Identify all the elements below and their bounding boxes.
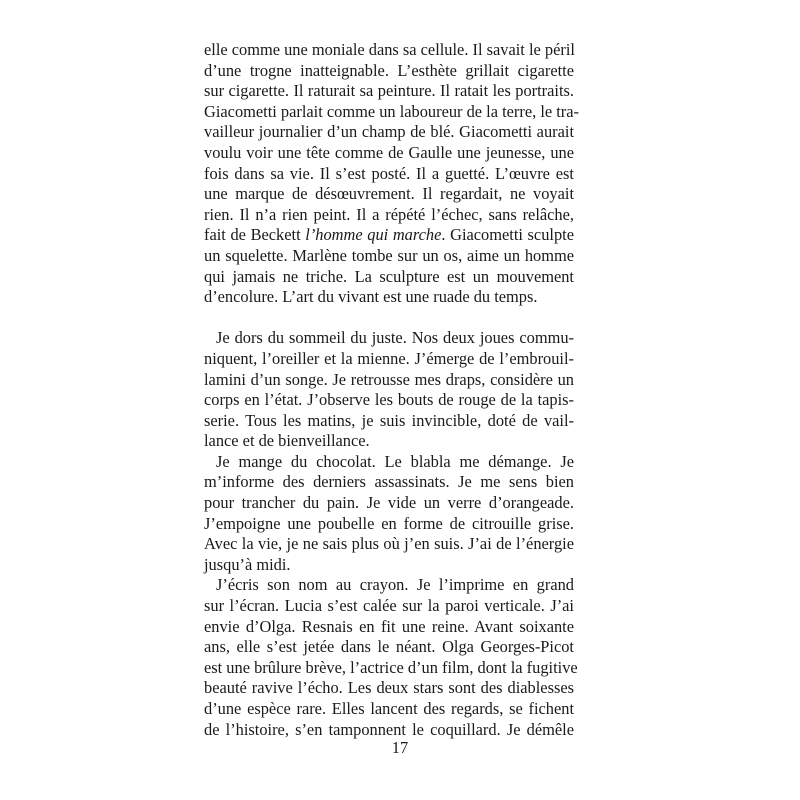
text-line: jusqu’à midi. [204,554,291,574]
text-line: niquent, l’oreiller et la mienne. J’émerge de l’embrouil- [204,348,574,368]
text-line: Je mange du chocolat. Le blabla me démange. Je [216,451,574,471]
text-line: fois dans sa vie. Il s’est posté. Il a guetté. L’œuvre est [204,163,574,183]
paragraph-4 [204,575,578,740]
text-line: est une brûlure brève, l’actrice d’un film, dont la fugitive [204,657,578,677]
paragraph-2 [204,328,574,452]
body-text [204,40,579,740]
text-line: ans, elle s’est jetée dans le néant. Olga Georges-Picot [204,637,574,657]
text-line: d’une espèce rare. Elles lancent des regards, se fichent [204,699,574,718]
text-line: lamini d’un songe. Je retrousse mes draps, considère un [204,369,574,389]
text-line: pour trancher du pain. Je vide un verre d’orangeade. [204,493,574,513]
text-line: un squelette. Marlène tombe sur un os, aime un homme [204,245,574,265]
section-break [204,308,574,329]
text-line: serie. Tous les matins, je suis invincible, doté de vail- [204,410,574,430]
text-line: rien. Il n’a rien peint. Il a répété l’échec, sans relâche, [204,204,574,224]
text-line: Avec la vie, je ne sais plus où j’en suis. J’ai de l’énergie [204,534,574,554]
text-line: d’encolure. L’art du vivant est une ruade du temps. [204,287,538,307]
page-number: 17 [391,738,409,757]
paragraph-3 [204,452,574,576]
text-line: lance et de bienveillance. [204,431,370,451]
italic-title: l’homme qui marche [305,225,442,245]
text-line: voulu voir une tête comme de Gaulle une jeunesse, une [204,142,574,162]
paragraph-1 [204,40,579,308]
text-line: sur l’écran. Lucia s’est calée sur la paroi verticale. J’ai [204,596,574,616]
text-line: qui jamais ne triche. La sculpture est un mouvement [204,266,574,286]
text-line: elle comme une moniale dans sa cellule. Il savait le péril [204,40,575,59]
text-line: Je dors du sommeil du juste. Nos deux joues commu- [216,328,574,348]
text-line: m’informe des derniers assassinats. Je me sens bien [204,472,574,492]
text-line: J’écris son nom au crayon. Je l’imprime en grand [216,575,574,595]
text-line: de l’histoire, s’en tamponnent le coquillard. Je démêle [204,719,574,739]
text-line: envie d’Olga. Resnais en fit une reine. Avant soixante [204,616,574,636]
text-segment: fait de Beckett [204,225,306,245]
text-line: vailleur journalier d’un champ de blé. Giacometti aurait [204,122,574,142]
text-segment: . Giacometti sculpte [441,225,574,245]
text-line-with-italic [204,225,574,246]
text-line: d’une trogne inatteignable. L’esthète grillait cigarette [204,60,574,80]
text-line: Giacometti parlait comme un laboureur de la terre, le tra- [204,101,579,121]
text-line: une marque de désœuvrement. Il regardait, ne voyait [204,184,574,204]
text-line: J’empoigne une poubelle en forme de citrouille grise. [204,513,574,533]
text-line: beauté ravive l’écho. Les deux stars sont des diablesses [204,678,574,698]
text-line: sur cigarette. Il raturait sa peinture. Il ratait les portraits. [204,81,574,101]
text-line: corps en l’état. J’observe les bouts de rouge de la tapis- [204,390,574,410]
